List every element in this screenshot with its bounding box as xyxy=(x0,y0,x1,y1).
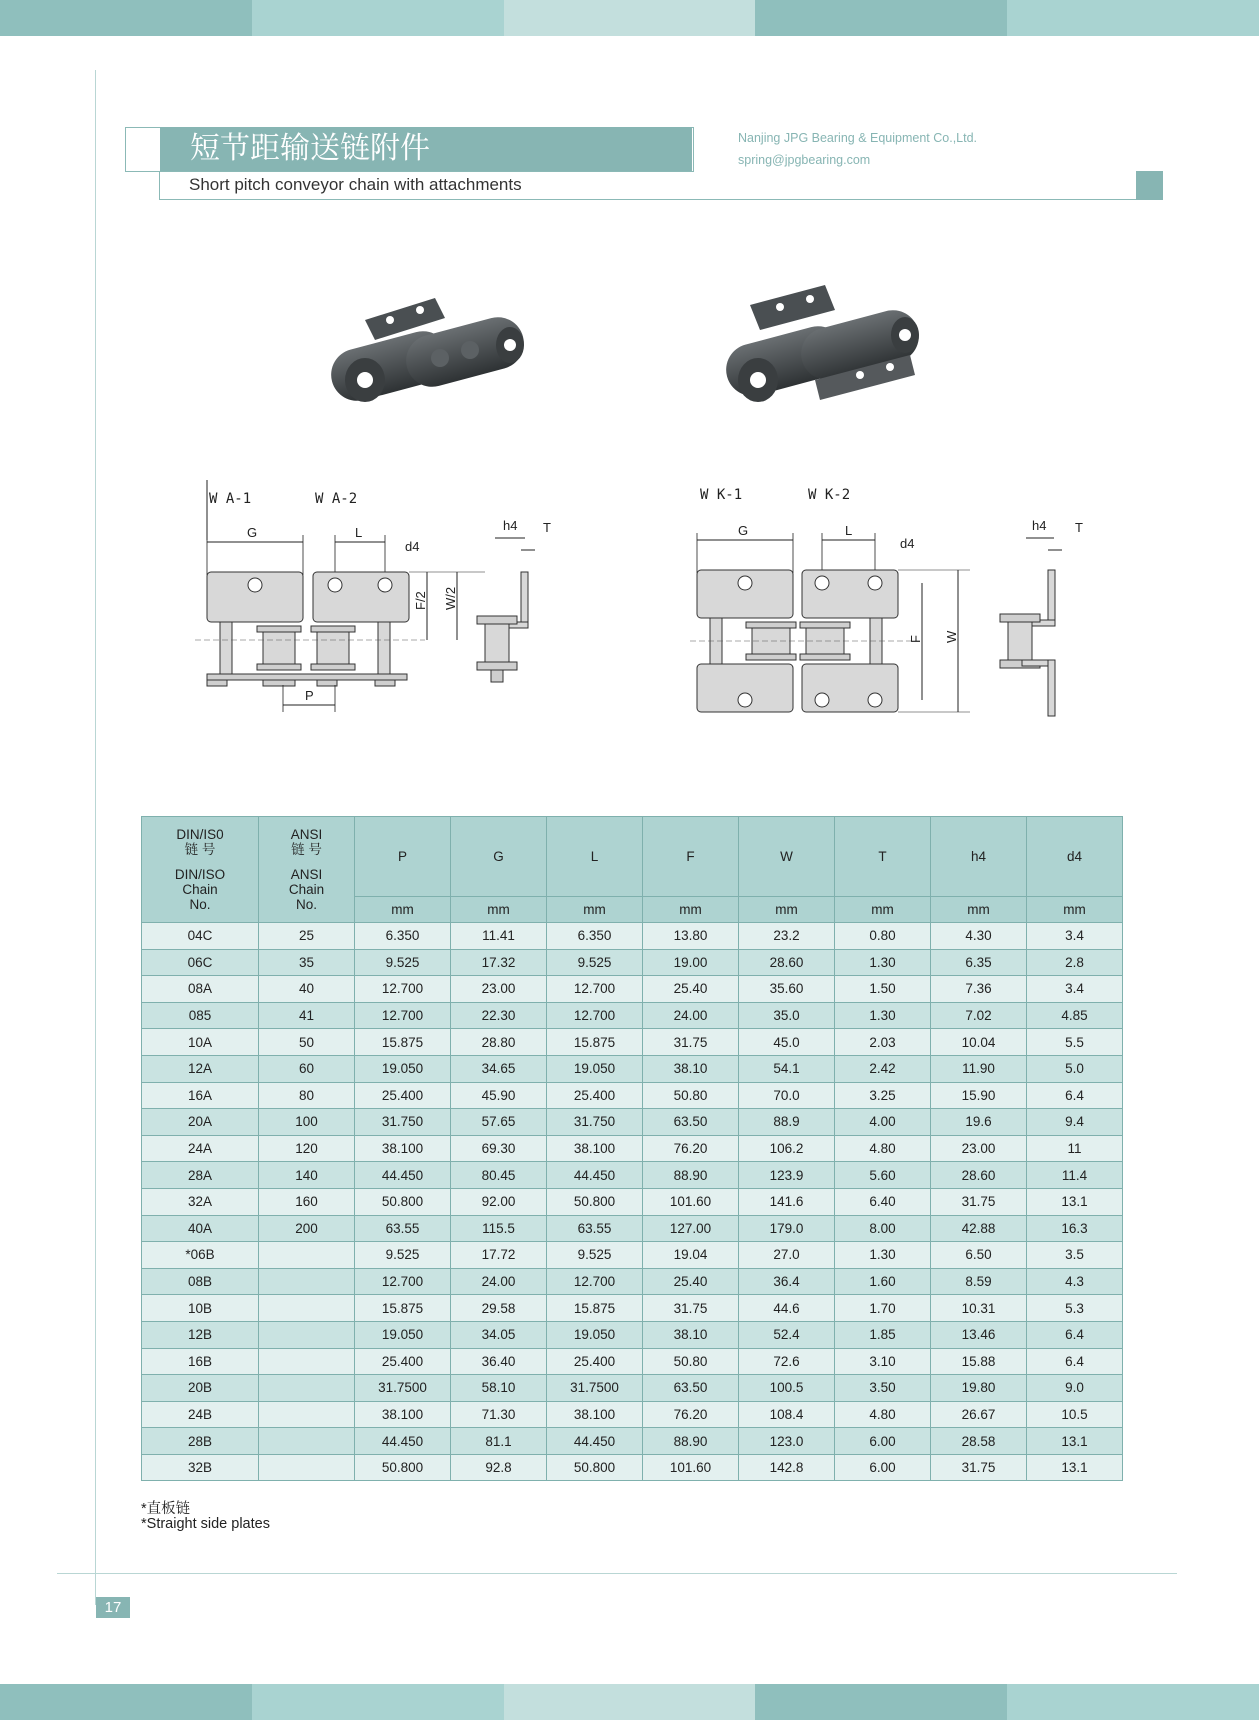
table-cell: 11 xyxy=(1027,1135,1123,1162)
table-cell: 25.40 xyxy=(643,1268,739,1295)
table-cell: 1.70 xyxy=(835,1295,931,1322)
table-cell: 38.10 xyxy=(643,1055,739,1082)
dim-h4-r: h4 xyxy=(1032,518,1047,533)
table-cell: 50.800 xyxy=(547,1188,643,1215)
footer-rule xyxy=(57,1573,1177,1574)
dim-l: L xyxy=(355,525,363,540)
table-cell: 50.80 xyxy=(643,1348,739,1375)
dim-f2: F/2 xyxy=(413,591,428,610)
table-row xyxy=(142,1321,1123,1348)
table-cell: 19.6 xyxy=(931,1109,1027,1136)
table-cell: 16A xyxy=(142,1082,259,1109)
table-cell: 5.60 xyxy=(835,1162,931,1189)
table-cell xyxy=(259,1348,355,1375)
table-cell: 22.30 xyxy=(451,1002,547,1029)
table-cell: 3.4 xyxy=(1027,923,1123,950)
unit-cell: mm xyxy=(931,897,1027,923)
table-cell: 45.90 xyxy=(451,1082,547,1109)
table-cell: 3.25 xyxy=(835,1082,931,1109)
dim-t: T xyxy=(543,520,551,535)
table-cell xyxy=(259,1401,355,1428)
table-cell: 25.400 xyxy=(355,1082,451,1109)
table-cell: 50.800 xyxy=(355,1454,451,1481)
table-cell: 100.5 xyxy=(739,1375,835,1402)
table-cell: 31.75 xyxy=(931,1454,1027,1481)
table-cell: 54.1 xyxy=(739,1055,835,1082)
table-cell: 10.04 xyxy=(931,1029,1027,1056)
table-cell: 28B xyxy=(142,1428,259,1455)
table-cell: 28.58 xyxy=(931,1428,1027,1455)
table-cell: 3.5 xyxy=(1027,1242,1123,1269)
dim-d4: d4 xyxy=(405,539,420,554)
table-cell: 88.90 xyxy=(643,1162,739,1189)
table-cell: 10.31 xyxy=(931,1295,1027,1322)
table-cell: 12A xyxy=(142,1055,259,1082)
table-cell: 11.41 xyxy=(451,923,547,950)
table-cell: 9.525 xyxy=(355,1242,451,1269)
table-cell: 20B xyxy=(142,1375,259,1402)
table-cell: 6.350 xyxy=(355,923,451,950)
header-g: G xyxy=(451,817,547,897)
unit-cell: mm xyxy=(451,897,547,923)
label-wk2: W K-2 xyxy=(808,487,851,503)
table-cell: 1.85 xyxy=(835,1321,931,1348)
table-cell: 12.700 xyxy=(547,1002,643,1029)
table-cell: 31.75 xyxy=(643,1029,739,1056)
table-cell: 200 xyxy=(259,1215,355,1242)
table-cell: 50.800 xyxy=(355,1188,451,1215)
table-cell: 88.9 xyxy=(739,1109,835,1136)
table-cell: 25 xyxy=(259,923,355,950)
table-cell: 23.2 xyxy=(739,923,835,950)
table-cell: 42.88 xyxy=(931,1215,1027,1242)
table-cell: 15.90 xyxy=(931,1082,1027,1109)
table-cell: 25.400 xyxy=(355,1348,451,1375)
top-color-bar xyxy=(0,0,1259,36)
table-cell: 123.9 xyxy=(739,1162,835,1189)
header-w: W xyxy=(739,817,835,897)
header-din: DIN/IS0 链 号 DIN/ISO Chain No. xyxy=(142,817,259,923)
table-cell: 15.875 xyxy=(355,1029,451,1056)
table-cell: 70.0 xyxy=(739,1082,835,1109)
header-h4: h4 xyxy=(931,817,1027,897)
company-name: Nanjing JPG Bearing & Equipment Co.,Ltd. xyxy=(738,131,978,145)
table-cell: 36.4 xyxy=(739,1268,835,1295)
table-cell: 4.00 xyxy=(835,1109,931,1136)
table-cell: 12.700 xyxy=(547,976,643,1003)
table-cell: 5.0 xyxy=(1027,1055,1123,1082)
table-cell: 1.60 xyxy=(835,1268,931,1295)
table-cell: 44.450 xyxy=(547,1162,643,1189)
table-cell: 6.4 xyxy=(1027,1082,1123,1109)
table-cell: 72.6 xyxy=(739,1348,835,1375)
table-cell: 1.30 xyxy=(835,1242,931,1269)
table-cell: 80 xyxy=(259,1082,355,1109)
header-ansi: ANSI 链 号 ANSI Chain No. xyxy=(259,817,355,923)
table-cell: 12.700 xyxy=(355,1002,451,1029)
table-row xyxy=(142,1188,1123,1215)
table-row xyxy=(142,1029,1123,1056)
header-d4: d4 xyxy=(1027,817,1123,897)
table-cell: 44.450 xyxy=(355,1162,451,1189)
table-cell: 63.50 xyxy=(643,1375,739,1402)
table-row xyxy=(142,1162,1123,1189)
table-cell xyxy=(259,1268,355,1295)
table-cell: 19.050 xyxy=(547,1321,643,1348)
table-row xyxy=(142,1055,1123,1082)
table-cell: 7.36 xyxy=(931,976,1027,1003)
table-cell: 50.80 xyxy=(643,1082,739,1109)
table-row xyxy=(142,1348,1123,1375)
table-row xyxy=(142,1454,1123,1481)
table-cell: 127.00 xyxy=(643,1215,739,1242)
table-cell xyxy=(259,1375,355,1402)
table-cell: 80.45 xyxy=(451,1162,547,1189)
page-title-cn: 短节距输送链附件 xyxy=(160,127,692,171)
table-cell: 085 xyxy=(142,1002,259,1029)
table-cell: 120 xyxy=(259,1135,355,1162)
table-cell: 6.00 xyxy=(835,1454,931,1481)
table-cell: 38.100 xyxy=(547,1401,643,1428)
table-cell: 28.60 xyxy=(931,1162,1027,1189)
label-wa1: W A-1 xyxy=(209,491,252,507)
table-cell: 92.00 xyxy=(451,1188,547,1215)
table-cell: 50 xyxy=(259,1029,355,1056)
dim-p: P xyxy=(305,688,314,703)
dim-h4: h4 xyxy=(503,518,518,533)
table-cell: 13.80 xyxy=(643,923,739,950)
table-cell: 3.10 xyxy=(835,1348,931,1375)
table-cell: 32A xyxy=(142,1188,259,1215)
table-cell: 10B xyxy=(142,1295,259,1322)
table-cell: 52.4 xyxy=(739,1321,835,1348)
table-cell: 5.5 xyxy=(1027,1029,1123,1056)
table-cell: *06B xyxy=(142,1242,259,1269)
table-cell: 0.80 xyxy=(835,923,931,950)
table-cell: 13.1 xyxy=(1027,1454,1123,1481)
table-cell: 6.00 xyxy=(835,1428,931,1455)
table-cell: 27.0 xyxy=(739,1242,835,1269)
unit-cell: mm xyxy=(547,897,643,923)
dim-w2: W/2 xyxy=(443,586,458,610)
table-cell: 15.875 xyxy=(355,1295,451,1322)
table-cell: 108.4 xyxy=(739,1401,835,1428)
table-cell: 60 xyxy=(259,1055,355,1082)
table-row xyxy=(142,1375,1123,1402)
table-cell: 6.35 xyxy=(931,949,1027,976)
table-row xyxy=(142,1215,1123,1242)
table-cell: 1.30 xyxy=(835,1002,931,1029)
table-cell: 19.050 xyxy=(547,1055,643,1082)
table-cell: 101.60 xyxy=(643,1188,739,1215)
table-cell: 4.30 xyxy=(931,923,1027,950)
page-number: 17 xyxy=(96,1597,130,1618)
table-cell: 44.6 xyxy=(739,1295,835,1322)
table-row xyxy=(142,976,1123,1003)
dim-g-r: G xyxy=(738,523,749,538)
table-cell: 69.30 xyxy=(451,1135,547,1162)
table-cell: 44.450 xyxy=(547,1428,643,1455)
table-cell: 12.700 xyxy=(355,1268,451,1295)
unit-cell: mm xyxy=(739,897,835,923)
table-cell: 9.4 xyxy=(1027,1109,1123,1136)
table-row xyxy=(142,1268,1123,1295)
table-cell: 9.525 xyxy=(355,949,451,976)
chain-photo-wk xyxy=(720,285,940,430)
unit-cell: mm xyxy=(643,897,739,923)
table-cell: 9.525 xyxy=(547,949,643,976)
table-cell: 44.450 xyxy=(355,1428,451,1455)
table-cell: 140 xyxy=(259,1162,355,1189)
table-cell: 40 xyxy=(259,976,355,1003)
table-cell: 6.4 xyxy=(1027,1321,1123,1348)
table-cell: 6.4 xyxy=(1027,1348,1123,1375)
table-cell: 45.0 xyxy=(739,1029,835,1056)
table-cell: 13.1 xyxy=(1027,1428,1123,1455)
table-cell: 71.30 xyxy=(451,1401,547,1428)
spec-table-body xyxy=(142,923,1123,1481)
label-wk1: W K-1 xyxy=(700,487,743,503)
table-row xyxy=(142,1109,1123,1136)
table-cell: 101.60 xyxy=(643,1454,739,1481)
table-cell: 63.50 xyxy=(643,1109,739,1136)
table-cell: 2.03 xyxy=(835,1029,931,1056)
table-cell: 10A xyxy=(142,1029,259,1056)
table-cell: 38.10 xyxy=(643,1321,739,1348)
table-cell: 31.750 xyxy=(355,1109,451,1136)
table-cell: 7.02 xyxy=(931,1002,1027,1029)
bottom-color-bar xyxy=(0,1684,1259,1720)
spec-table xyxy=(141,816,1123,1481)
table-cell: 24.00 xyxy=(643,1002,739,1029)
table-cell: 28A xyxy=(142,1162,259,1189)
table-cell: 6.40 xyxy=(835,1188,931,1215)
table-cell: 31.7500 xyxy=(547,1375,643,1402)
table-cell: 4.80 xyxy=(835,1135,931,1162)
chain-photo-wa xyxy=(320,290,540,430)
table-cell: 4.3 xyxy=(1027,1268,1123,1295)
table-cell: 1.30 xyxy=(835,949,931,976)
table-cell: 11.90 xyxy=(931,1055,1027,1082)
table-cell: 76.20 xyxy=(643,1401,739,1428)
table-row xyxy=(142,1295,1123,1322)
table-cell: 50.800 xyxy=(547,1454,643,1481)
table-cell: 24B xyxy=(142,1401,259,1428)
label-wa2: W A-2 xyxy=(315,491,358,507)
company-email: spring@jpgbearing.com xyxy=(738,153,871,167)
table-row xyxy=(142,949,1123,976)
table-cell: 23.00 xyxy=(931,1135,1027,1162)
table-row xyxy=(142,1135,1123,1162)
table-cell: 63.55 xyxy=(355,1215,451,1242)
diagram-wk xyxy=(690,478,1110,728)
table-cell: 24.00 xyxy=(451,1268,547,1295)
table-row xyxy=(142,1428,1123,1455)
footnote-cn: *直板链 xyxy=(141,1501,191,1517)
table-cell: 13.46 xyxy=(931,1321,1027,1348)
table-cell: 31.75 xyxy=(931,1188,1027,1215)
diagram-wa xyxy=(195,480,615,720)
table-cell: 31.750 xyxy=(547,1109,643,1136)
table-cell: 142.8 xyxy=(739,1454,835,1481)
table-cell: 38.100 xyxy=(355,1401,451,1428)
table-cell: 28.60 xyxy=(739,949,835,976)
table-cell: 13.1 xyxy=(1027,1188,1123,1215)
dim-l-r: L xyxy=(845,523,853,538)
table-cell: 58.10 xyxy=(451,1375,547,1402)
table-cell xyxy=(259,1242,355,1269)
header-p: P xyxy=(355,817,451,897)
table-cell: 12B xyxy=(142,1321,259,1348)
table-cell: 08A xyxy=(142,976,259,1003)
table-cell: 8.00 xyxy=(835,1215,931,1242)
table-cell: 100 xyxy=(259,1109,355,1136)
table-cell: 1.50 xyxy=(835,976,931,1003)
subtitle-tab xyxy=(1136,171,1163,200)
table-cell: 6.50 xyxy=(931,1242,1027,1269)
table-cell: 34.65 xyxy=(451,1055,547,1082)
table-cell: 29.58 xyxy=(451,1295,547,1322)
table-cell: 25.400 xyxy=(547,1348,643,1375)
table-cell: 3.50 xyxy=(835,1375,931,1402)
unit-cell: mm xyxy=(835,897,931,923)
table-row xyxy=(142,1082,1123,1109)
page-title-en: Short pitch conveyor chain with attachments xyxy=(189,175,522,194)
table-cell: 179.0 xyxy=(739,1215,835,1242)
table-cell: 35.60 xyxy=(739,976,835,1003)
table-cell: 8.59 xyxy=(931,1268,1027,1295)
footnote-en: *Straight side plates xyxy=(141,1516,270,1532)
table-cell: 38.100 xyxy=(547,1135,643,1162)
table-cell: 17.72 xyxy=(451,1242,547,1269)
table-cell: 2.8 xyxy=(1027,949,1123,976)
table-cell: 12.700 xyxy=(547,1268,643,1295)
table-cell: 6.350 xyxy=(547,923,643,950)
table-cell: 160 xyxy=(259,1188,355,1215)
table-cell: 3.4 xyxy=(1027,976,1123,1003)
table-cell: 19.04 xyxy=(643,1242,739,1269)
table-cell: 123.0 xyxy=(739,1428,835,1455)
unit-cell: mm xyxy=(355,897,451,923)
table-cell: 31.7500 xyxy=(355,1375,451,1402)
table-cell: 19.80 xyxy=(931,1375,1027,1402)
table-row xyxy=(142,923,1123,950)
table-cell: 11.4 xyxy=(1027,1162,1123,1189)
table-cell: 2.42 xyxy=(835,1055,931,1082)
table-cell: 06C xyxy=(142,949,259,976)
table-cell: 38.100 xyxy=(355,1135,451,1162)
table-cell: 19.050 xyxy=(355,1321,451,1348)
table-cell: 36.40 xyxy=(451,1348,547,1375)
table-cell: 16.3 xyxy=(1027,1215,1123,1242)
table-cell: 35.0 xyxy=(739,1002,835,1029)
dim-f-r: F xyxy=(908,635,923,643)
table-cell: 4.80 xyxy=(835,1401,931,1428)
table-cell: 28.80 xyxy=(451,1029,547,1056)
table-cell: 4.85 xyxy=(1027,1002,1123,1029)
table-cell: 15.875 xyxy=(547,1029,643,1056)
table-cell xyxy=(259,1454,355,1481)
table-cell: 25.400 xyxy=(547,1082,643,1109)
table-cell: 115.5 xyxy=(451,1215,547,1242)
table-cell: 17.32 xyxy=(451,949,547,976)
table-cell: 23.00 xyxy=(451,976,547,1003)
table-cell: 9.525 xyxy=(547,1242,643,1269)
header-f: F xyxy=(643,817,739,897)
table-cell: 76.20 xyxy=(643,1135,739,1162)
table-cell xyxy=(259,1428,355,1455)
dim-g: G xyxy=(247,525,258,540)
table-cell: 81.1 xyxy=(451,1428,547,1455)
table-cell: 31.75 xyxy=(643,1295,739,1322)
table-cell: 41 xyxy=(259,1002,355,1029)
left-margin-line xyxy=(95,70,96,1605)
table-cell: 20A xyxy=(142,1109,259,1136)
dim-w-r: W xyxy=(944,630,959,643)
table-cell: 141.6 xyxy=(739,1188,835,1215)
table-cell: 24A xyxy=(142,1135,259,1162)
table-cell: 19.00 xyxy=(643,949,739,976)
table-cell: 32B xyxy=(142,1454,259,1481)
table-cell xyxy=(259,1321,355,1348)
table-cell xyxy=(259,1295,355,1322)
table-cell: 57.65 xyxy=(451,1109,547,1136)
header-l: L xyxy=(547,817,643,897)
table-cell: 9.0 xyxy=(1027,1375,1123,1402)
table-cell: 5.3 xyxy=(1027,1295,1123,1322)
table-cell: 92.8 xyxy=(451,1454,547,1481)
table-cell: 106.2 xyxy=(739,1135,835,1162)
table-cell: 08B xyxy=(142,1268,259,1295)
table-cell: 34.05 xyxy=(451,1321,547,1348)
table-cell: 63.55 xyxy=(547,1215,643,1242)
table-cell: 04C xyxy=(142,923,259,950)
table-cell: 12.700 xyxy=(355,976,451,1003)
table-cell: 19.050 xyxy=(355,1055,451,1082)
table-cell: 35 xyxy=(259,949,355,976)
table-cell: 16B xyxy=(142,1348,259,1375)
table-cell: 88.90 xyxy=(643,1428,739,1455)
dim-d4-r: d4 xyxy=(900,536,915,551)
table-cell: 15.875 xyxy=(547,1295,643,1322)
table-cell: 15.88 xyxy=(931,1348,1027,1375)
table-cell: 25.40 xyxy=(643,976,739,1003)
table-row xyxy=(142,1242,1123,1269)
table-row xyxy=(142,1002,1123,1029)
dim-t-r: T xyxy=(1075,520,1083,535)
table-cell: 26.67 xyxy=(931,1401,1027,1428)
table-row xyxy=(142,1401,1123,1428)
header-t: T xyxy=(835,817,931,897)
table-cell: 40A xyxy=(142,1215,259,1242)
unit-cell: mm xyxy=(1027,897,1123,923)
table-cell: 10.5 xyxy=(1027,1401,1123,1428)
